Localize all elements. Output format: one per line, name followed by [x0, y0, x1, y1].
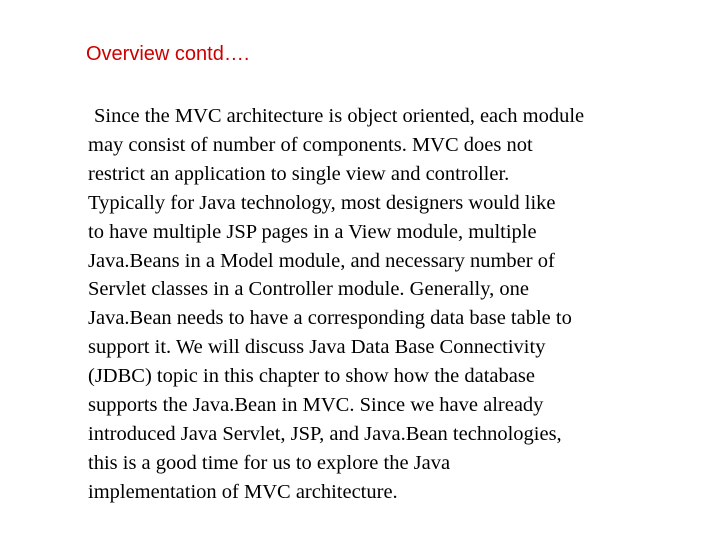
body-line: this is a good time for us to explore the Java: [88, 451, 451, 474]
body-line: may consist of number of components. MVC does not: [88, 133, 533, 156]
body-line: introduced Java Servlet, JSP, and Java.Bean technologies,: [88, 422, 562, 445]
body-line: implementation of MVC architecture.: [88, 480, 398, 503]
body-line: support it. We will discuss Java Data Base Connectivity: [88, 336, 546, 359]
body-line: Since the MVC architecture is object oriented, each module: [94, 105, 585, 127]
body-line: (JDBC) topic in this chapter to show how the database: [88, 365, 535, 388]
body-line: Java.Beans in a Model module, and necessary number of: [88, 249, 555, 272]
body-line: Java.Bean needs to have a corresponding data base table to: [88, 307, 572, 330]
body-line: supports the Java.Bean in MVC. Since we have already: [88, 394, 544, 417]
body-paragraph: [88, 102, 688, 507]
slide-title: Overview contd….: [86, 43, 250, 65]
body-line: to have multiple JSP pages in a View module, multiple: [88, 220, 537, 243]
body-line: Servlet classes in a Controller module. Generally, one: [88, 278, 530, 301]
body-line: restrict an application to single view and controller.: [88, 162, 510, 185]
body-line: Typically for Java technology, most designers would like: [88, 191, 556, 214]
